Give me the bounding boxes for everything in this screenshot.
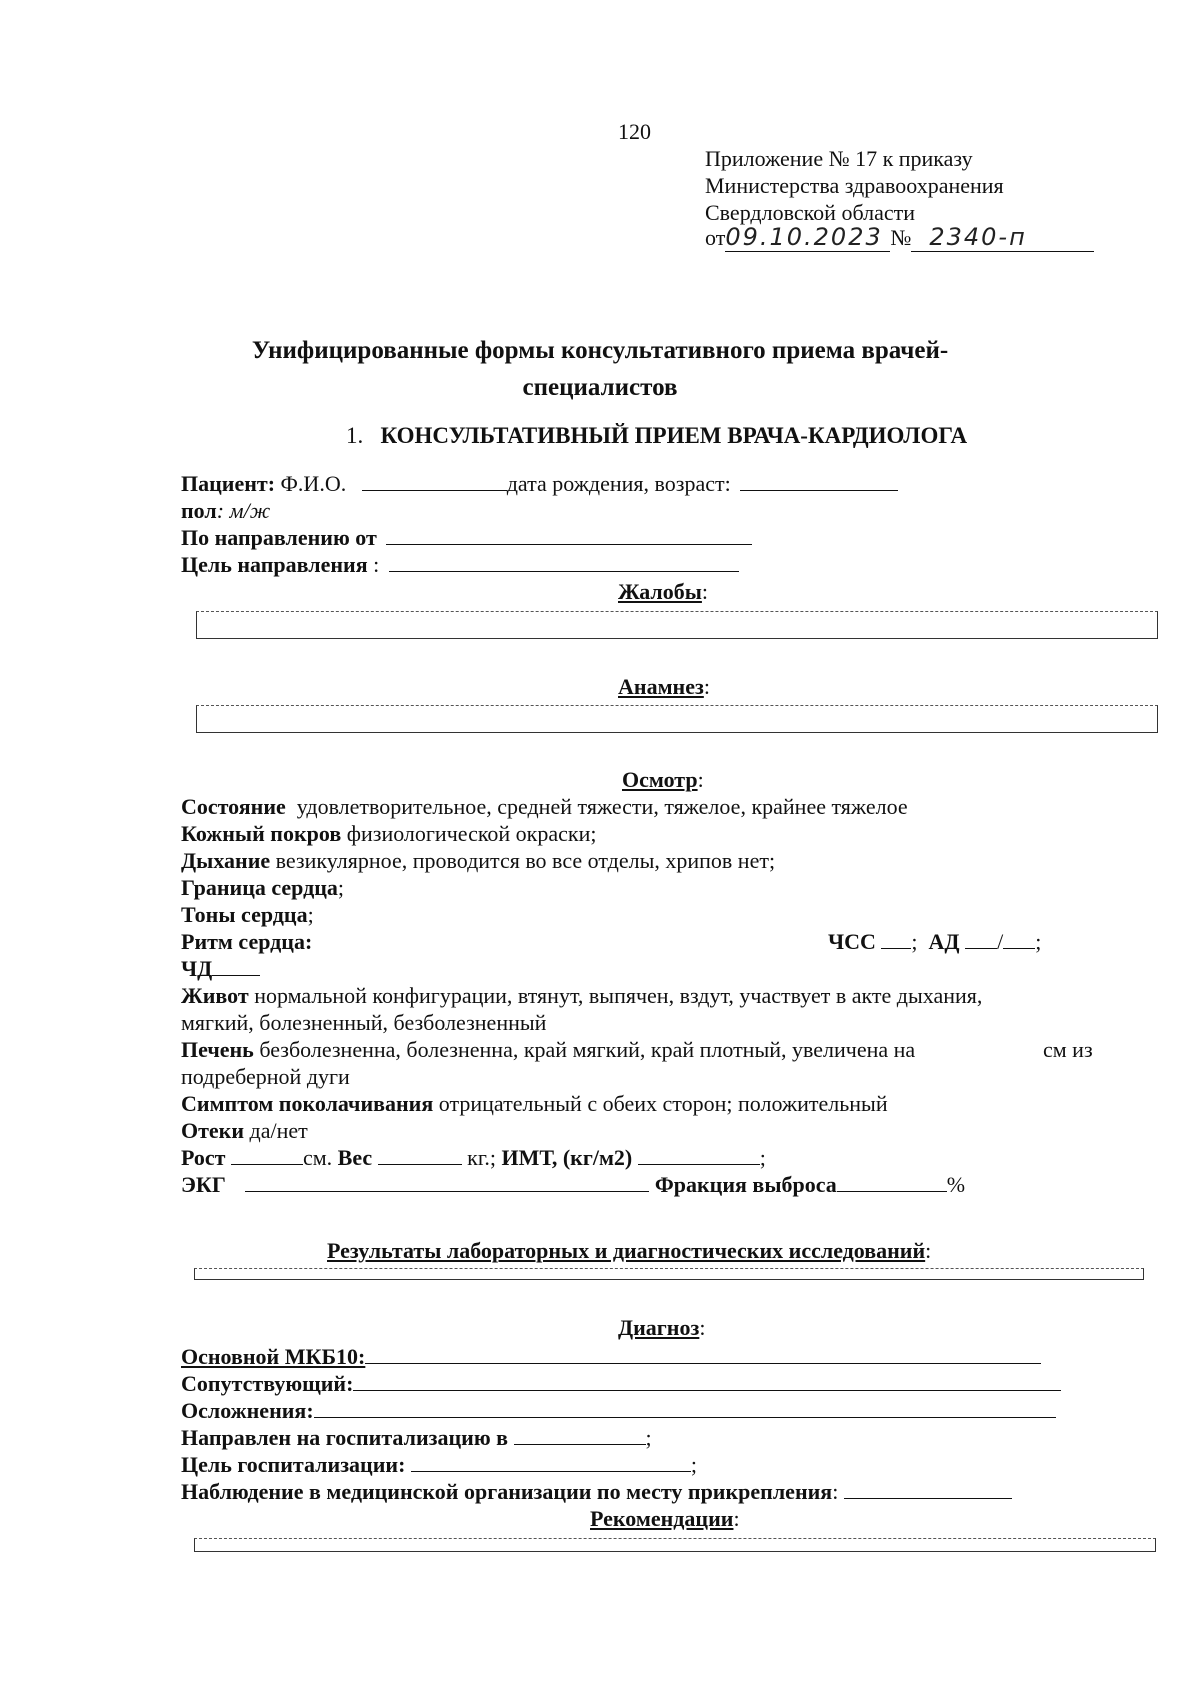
purpose-colon: : [367, 552, 380, 577]
liver-text-1: безболезненна, болезненна, край мягкий, край плотный, увеличена на [259, 1037, 916, 1062]
hosp-purpose-line: Цель госпитализации: ; [181, 1452, 698, 1477]
hospitalization-line: Направлен на госпитализацию в ; [181, 1425, 652, 1450]
abdomen-text-1: нормальной конфигурации, втянут, выпячен, вздут, участвует в акте дыхания, [254, 983, 983, 1008]
border-tail: ; [337, 875, 345, 900]
tones-label: Тоны сердца [181, 902, 308, 927]
complications-label: Осложнения: [181, 1398, 314, 1423]
tap-line [181, 1090, 888, 1117]
hosp-purpose-label: Цель госпитализации: [181, 1452, 406, 1477]
hosp-blank[interactable] [514, 1425, 646, 1445]
recommendations-colon: : [733, 1506, 740, 1531]
birth-label: дата рождения, возраст: [506, 471, 731, 496]
date-prefix: от [705, 225, 726, 250]
section-title: КОНСУЛЬТАТИВНЫЙ ПРИЕМ ВРАЧА-КАРДИОЛОГА [380, 423, 968, 448]
exam-colon: : [697, 767, 704, 792]
state-line [181, 793, 908, 820]
anamnesis-heading: Анамнез [618, 674, 704, 699]
appendix-date-line [705, 224, 1094, 252]
liver-cm: см из [1043, 1037, 1093, 1062]
complications-line [181, 1397, 1056, 1424]
ef-label: Фракция выброса [654, 1172, 837, 1197]
main-diagnosis-line [181, 1343, 1041, 1370]
weight-unit: кг.; [467, 1145, 496, 1170]
ecg-line [181, 1171, 965, 1198]
ef-unit: % [946, 1172, 966, 1197]
bp-systolic-blank[interactable] [965, 929, 997, 949]
patient-label: Пациент: [181, 471, 276, 496]
rhythm-line [181, 928, 312, 955]
complaints-box[interactable] [196, 611, 1158, 639]
state-text: удовлетворительное, средней тяжести, тяжелое, крайнее тяжелое [296, 794, 908, 819]
handwritten-date: 09.10.2023 [725, 223, 883, 251]
complications-blank[interactable] [314, 1398, 1056, 1418]
recommendations-heading: Рекомендации [590, 1506, 734, 1531]
document-title-line-1: Унифицированные формы консультативного приема врачей- [251, 337, 949, 364]
concomitant-line [181, 1370, 1061, 1397]
referral-line [181, 524, 752, 551]
anamnesis-box[interactable] [196, 705, 1158, 733]
main-diagnosis-blank[interactable] [365, 1344, 1041, 1364]
skin-label: Кожный покров [181, 821, 342, 846]
sex-line [181, 497, 270, 524]
diagnosis-colon: : [699, 1315, 706, 1340]
skin-text: физиологической окраски; [346, 821, 597, 846]
document-title-line-2: специалистов [522, 374, 678, 401]
breath-text: везикулярное, проводится во все отделы, хрипов нет; [275, 848, 776, 873]
birth-blank[interactable] [740, 471, 898, 491]
bmi-label: ИМТ, (кг/м2) [501, 1145, 633, 1170]
rr-blank[interactable] [212, 956, 260, 976]
fio-blank[interactable] [362, 471, 507, 491]
edema-label: Отеки [181, 1118, 245, 1143]
edema-text: да/нет [249, 1118, 308, 1143]
liver-line-2: подреберной дуги [181, 1064, 350, 1089]
purpose-blank[interactable] [389, 552, 739, 572]
abdomen-label: Живот [181, 983, 249, 1008]
diagnosis-heading-line [618, 1314, 705, 1341]
anthropometry-line: Рост см. Вес кг.; ИМТ, (кг/м2) ; [181, 1145, 766, 1170]
exam-heading-line [622, 766, 704, 793]
complaints-heading-line [618, 578, 708, 605]
sex-options: : м/ж [216, 498, 271, 523]
purpose-line [181, 551, 739, 578]
number-prefix: № [890, 225, 912, 250]
number-field [911, 224, 1094, 252]
hr-blank[interactable] [881, 929, 911, 949]
hosp-purpose-blank[interactable] [411, 1452, 691, 1472]
tap-text: отрицательный с обеих сторон; положительный [438, 1091, 888, 1116]
height-blank[interactable] [231, 1145, 303, 1165]
state-label: Состояние [181, 794, 286, 819]
tones-line [181, 901, 314, 928]
hosp-label: Направлен на госпитализацию в [181, 1425, 509, 1450]
anamnesis-colon: : [703, 674, 710, 699]
height-label: Рост [181, 1145, 226, 1170]
tones-tail: ; [307, 902, 314, 927]
main-diagnosis-label: Основной МКБ10: [181, 1344, 366, 1369]
bp-label: АД [928, 929, 960, 954]
ef-blank[interactable] [837, 1172, 947, 1192]
abdomen-line-2: мягкий, болезненный, безболезненный [181, 1010, 547, 1035]
labs-heading-line [327, 1237, 931, 1264]
fio-label: Ф.И.О. [280, 471, 347, 496]
purpose-label: Цель направления [181, 552, 368, 577]
ecg-blank[interactable] [245, 1172, 649, 1192]
breath-line [181, 847, 775, 874]
recommendations-box[interactable] [194, 1538, 1156, 1552]
referral-label: По направлению от [181, 525, 377, 550]
complaints-heading: Жалобы [618, 579, 702, 604]
liver-line-1 [181, 1036, 915, 1063]
observation-blank[interactable] [844, 1479, 1012, 1499]
diagnosis-heading: Диагноз [618, 1315, 700, 1340]
referral-blank[interactable] [386, 525, 752, 545]
appendix-line-3: Свердловской области [705, 200, 915, 225]
border-label: Граница сердца [181, 875, 338, 900]
liver-label: Печень [181, 1037, 254, 1062]
bmi-blank[interactable] [638, 1145, 760, 1165]
patient-line [181, 470, 898, 497]
rr-label: ЧД [181, 956, 213, 981]
appendix-line-1: Приложение № 17 к приказу [705, 146, 973, 171]
hr-label: ЧСС [828, 929, 876, 954]
observation-line: Наблюдение в медицинской организации по месту прикрепления: [181, 1478, 1012, 1505]
abdomen-line-1 [181, 982, 982, 1009]
anamnesis-heading-line [618, 673, 710, 700]
section-number: 1. [346, 423, 364, 448]
height-unit: см. [302, 1145, 333, 1170]
ecg-label: ЭКГ [181, 1172, 226, 1197]
tap-label: Симптом поколачивания [181, 1091, 434, 1116]
concomitant-blank[interactable] [353, 1371, 1061, 1391]
sex-label: пол [181, 498, 217, 523]
hr-bp-line: ЧСС ; АД / ; [828, 929, 1042, 954]
edema-line [181, 1117, 308, 1144]
date-field [725, 224, 890, 252]
observation-label: Наблюдение в медицинской организации по месту прикрепления [181, 1479, 833, 1504]
border-line [181, 874, 344, 901]
appendix-line-2: Министерства здравоохранения [705, 173, 1004, 198]
concomitant-label: Сопутствующий: [181, 1371, 354, 1396]
rhythm-label: Ритм сердца: [181, 929, 313, 954]
rr-line [181, 955, 260, 982]
exam-heading: Осмотр [622, 767, 698, 792]
labs-heading: Результаты лабораторных и диагностических исследований [327, 1238, 926, 1263]
handwritten-number: 2340-п [929, 223, 1027, 251]
weight-blank[interactable] [378, 1145, 462, 1165]
complaints-colon: : [701, 579, 709, 604]
breath-label: Дыхание [181, 848, 271, 873]
section-heading [346, 422, 967, 449]
skin-line [181, 820, 596, 847]
weight-label: Вес [337, 1145, 373, 1170]
bp-diastolic-blank[interactable] [1003, 929, 1035, 949]
recommendations-heading-line [590, 1505, 740, 1532]
page-number: 120 [618, 119, 651, 144]
labs-box[interactable] [194, 1268, 1144, 1280]
labs-colon: : [925, 1238, 932, 1263]
